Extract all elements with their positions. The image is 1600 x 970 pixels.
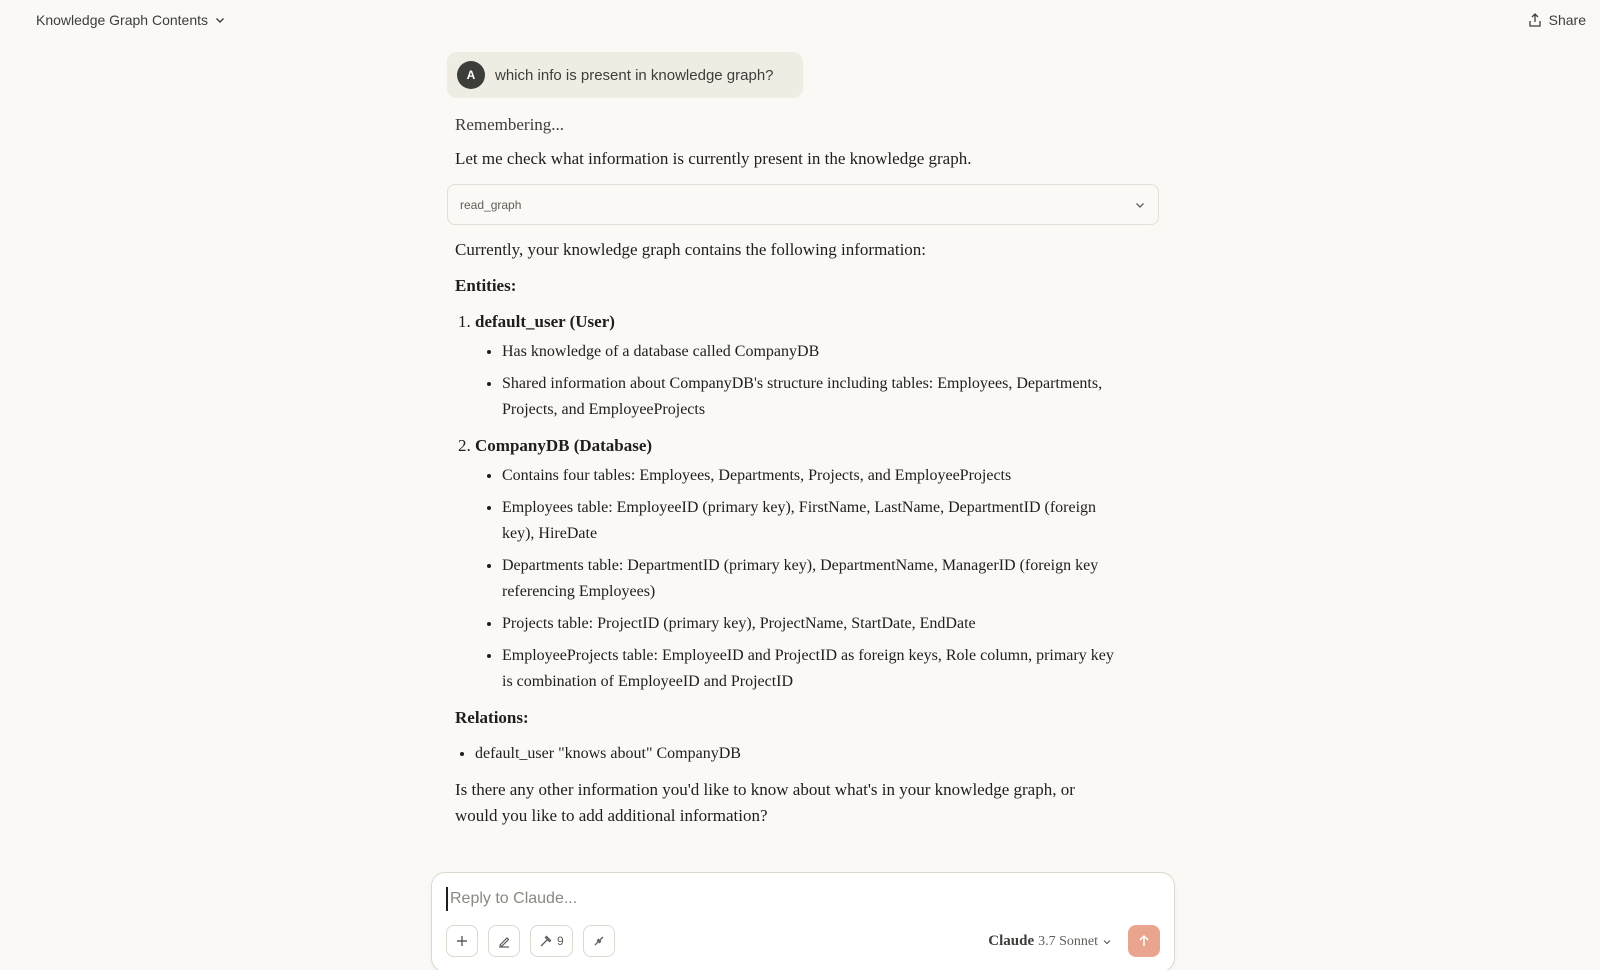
assistant-message — [447, 112, 1159, 829]
relations-list — [455, 741, 1119, 767]
tool-call-read-graph[interactable] — [447, 184, 1159, 225]
top-bar — [0, 0, 1600, 40]
send-button[interactable] — [1128, 925, 1160, 957]
pen-icon — [497, 934, 511, 948]
list-item: • EmployeeProjects table: EmployeeID and ProjectID as foreign keys, Role column, primary key is combination of EmployeeID and ProjectID — [502, 643, 1119, 695]
list-item: • Employees table: EmployeeID (primary key), FirstName, LastName, DepartmentID (foreign key), HireDate — [502, 495, 1119, 547]
entities-heading: Entities: — [455, 276, 517, 295]
plug-icon — [592, 934, 606, 948]
list-item: • Departments table: DepartmentID (primary key), DepartmentName, ManagerID (foreign key referencing Employees) — [502, 553, 1119, 605]
share-button[interactable] — [1528, 12, 1586, 28]
model-selector[interactable] — [988, 933, 1112, 950]
tools-button[interactable] — [530, 925, 573, 957]
share-label: Share — [1548, 12, 1586, 28]
entities-list — [455, 309, 1119, 695]
integrations-button[interactable] — [583, 925, 615, 957]
tool-call-label: read_graph — [460, 197, 522, 212]
status-text: Remembering... — [455, 115, 565, 134]
composer-tools — [446, 925, 615, 957]
entity-title: default_user (User) — [475, 312, 615, 331]
chevron-down-icon — [214, 14, 226, 26]
list-item: • Contains four tables: Employees, Departments, Projects, and EmployeeProjects — [502, 463, 1119, 489]
entity-item — [475, 433, 1119, 695]
arrow-up-icon — [1137, 934, 1151, 948]
reply-input[interactable] — [446, 887, 1046, 911]
add-attachment-button[interactable] — [446, 925, 478, 957]
conversation — [447, 52, 1159, 829]
avatar: A — [457, 61, 485, 89]
user-message — [447, 52, 803, 98]
conversation-title: Knowledge Graph Contents — [36, 12, 208, 28]
model-brand: Claude — [988, 933, 1035, 949]
list-item: • Projects table: ProjectID (primary key), ProjectName, StartDate, EndDate — [502, 611, 1119, 637]
entity-title: CompanyDB (Database) — [475, 436, 653, 455]
chevron-down-icon — [1102, 937, 1112, 947]
model-version: 3.7 Sonnet — [1038, 933, 1098, 949]
style-button[interactable] — [488, 925, 520, 957]
tools-count: 9 — [557, 934, 564, 948]
composer — [431, 872, 1175, 970]
entity-item — [475, 309, 1119, 423]
list-item: • Has knowledge of a database called CompanyDB — [502, 339, 1119, 365]
relations-heading: Relations: — [455, 708, 529, 727]
hammer-icon — [539, 934, 553, 948]
intro-text: Let me check what information is currently present in the knowledge graph. — [455, 149, 972, 168]
summary-text: Currently, your knowledge graph contains the following information: — [455, 240, 927, 259]
list-item: • Shared information about CompanyDB's structure including tables: Employees, Departments, Projects, and EmployeeProjects — [502, 371, 1119, 423]
chevron-down-icon — [1134, 199, 1146, 211]
conversation-title-button[interactable] — [36, 12, 226, 28]
closing-text: Is there any other information you'd like to know about what's in your knowledge graph, or would you like to add additional information? — [455, 780, 1075, 825]
user-message-text: which info is present in knowledge graph? — [495, 66, 774, 84]
list-item: • default_user "knows about" CompanyDB — [475, 741, 1119, 767]
plus-icon — [455, 934, 469, 948]
share-icon — [1528, 13, 1542, 27]
